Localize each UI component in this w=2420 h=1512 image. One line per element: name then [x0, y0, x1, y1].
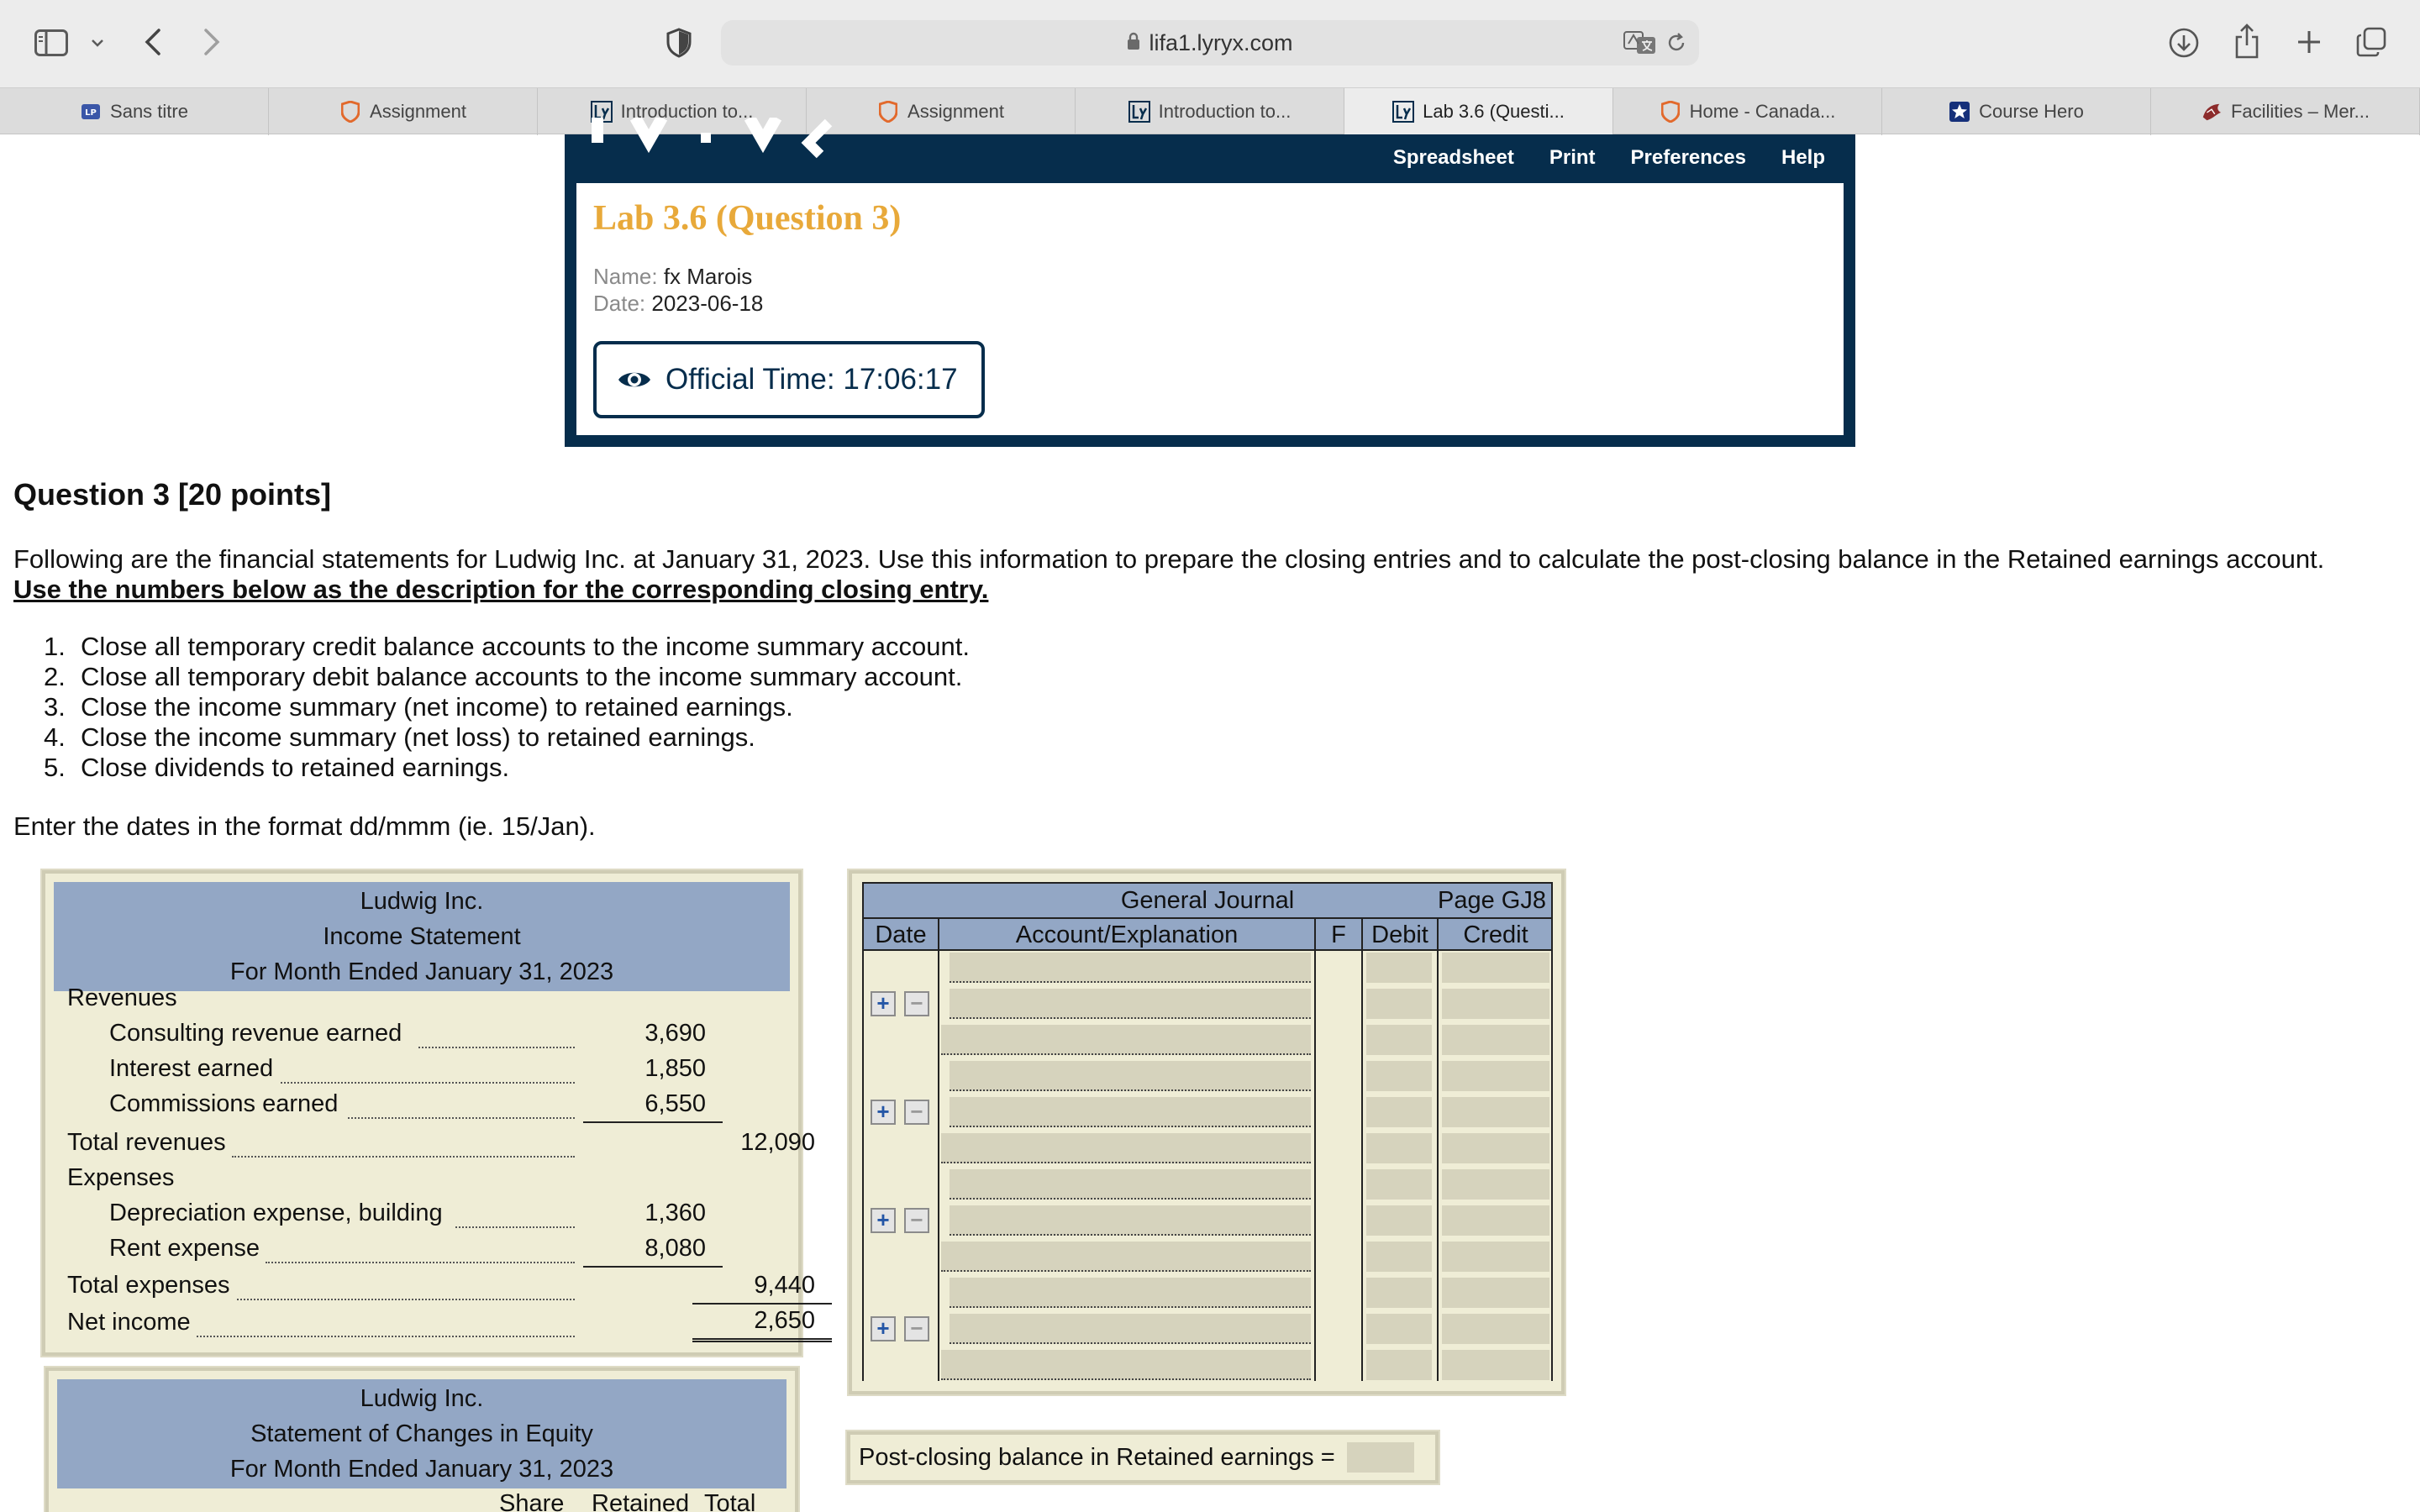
- total-expenses-label: Total expenses: [67, 1272, 230, 1299]
- total-revenues-label: Total revenues: [67, 1129, 226, 1156]
- remove-line-button[interactable]: −: [904, 1208, 929, 1233]
- new-tab-icon[interactable]: [2291, 24, 2328, 60]
- income-statement-header: Ludwig Inc. Income Statement For Month Ended January 31, 2023: [54, 882, 790, 991]
- translate-icon[interactable]: [1623, 30, 1657, 55]
- add-line-button[interactable]: +: [871, 1316, 896, 1341]
- official-time-box[interactable]: [593, 341, 985, 418]
- account-input[interactable]: [950, 1061, 1311, 1091]
- column-divider: [938, 951, 939, 1381]
- leader-dots: [197, 1336, 575, 1337]
- lock-icon: [1127, 30, 1140, 56]
- debit-input[interactable]: [1366, 953, 1432, 983]
- general-journal: [849, 870, 1565, 1394]
- share-icon[interactable]: [2230, 22, 2264, 60]
- tab-introduction-2[interactable]: Introduction to...: [1076, 88, 1344, 135]
- shield-icon: [1660, 101, 1681, 123]
- account-input[interactable]: [950, 1314, 1311, 1344]
- statement-of-changes-in-equity: [45, 1368, 798, 1512]
- list-item: 4. Close the income summary (net loss) to retained earnings.: [44, 722, 755, 752]
- credit-input[interactable]: [1442, 953, 1549, 983]
- lyryx-nav: [1393, 146, 1825, 170]
- col-total: Total: [704, 1490, 756, 1512]
- rent-value: 8,080: [644, 1235, 706, 1262]
- account-input[interactable]: [941, 1133, 1311, 1163]
- post-closing-label: Post-closing balance in Retained earnings =: [859, 1443, 1335, 1471]
- shield-icon: [339, 101, 361, 123]
- account-input[interactable]: [950, 1278, 1311, 1308]
- tab-assignment-2[interactable]: Assignment: [807, 88, 1076, 135]
- leader-dots: [237, 1299, 575, 1300]
- income-statement: [42, 870, 815, 1356]
- tab-strip: [0, 87, 2420, 134]
- post-closing-input[interactable]: [1347, 1442, 1414, 1473]
- credit-input[interactable]: [1442, 1169, 1549, 1200]
- add-line-button[interactable]: +: [871, 1100, 896, 1125]
- remove-line-button[interactable]: −: [904, 1100, 929, 1125]
- journal-page: Page GJ8: [1438, 887, 1546, 914]
- lab-info-card: [576, 183, 1844, 435]
- commissions-label: Commissions earned: [109, 1090, 339, 1117]
- date-format-note: Enter the dates in the format dd/mmm (ie. 15/Jan).: [13, 811, 596, 841]
- col-date: Date: [875, 921, 927, 948]
- tab-lab-3-6[interactable]: Lab 3.6 (Questi...: [1344, 88, 1613, 135]
- tab-sans-titre[interactable]: LP Sans titre: [0, 88, 269, 135]
- question-title: Question 3 [20 points]: [13, 477, 332, 512]
- consulting-value: 3,690: [644, 1020, 706, 1047]
- account-input[interactable]: [950, 1169, 1311, 1200]
- list-item: 1. Close all temporary credit balance accounts to the income summary account.: [44, 632, 970, 661]
- lyryx-header-panel: [565, 134, 1855, 447]
- tab-assignment-1[interactable]: Assignment: [269, 88, 538, 135]
- forward-icon[interactable]: [193, 24, 230, 60]
- journal-header: [862, 882, 1553, 951]
- net-income-value: 2,650: [754, 1307, 815, 1334]
- credit-input[interactable]: [1442, 1133, 1549, 1163]
- total-underline: [692, 1303, 832, 1305]
- nav-preferences[interactable]: Preferences: [1630, 146, 1746, 169]
- remove-line-button[interactable]: −: [904, 1316, 929, 1341]
- col-credit: Credit: [1437, 919, 1553, 953]
- rent-label: Rent expense: [109, 1235, 260, 1262]
- column-divider: [1314, 951, 1316, 1381]
- privacy-shield-icon[interactable]: [662, 25, 696, 60]
- debit-input[interactable]: [1366, 1242, 1432, 1272]
- lyryx-icon: [1392, 101, 1414, 123]
- tab-facilities[interactable]: Facilities – Mer...: [2151, 88, 2420, 135]
- credit-input[interactable]: [1442, 1205, 1549, 1236]
- post-closing-balance: [847, 1431, 1439, 1483]
- account-input[interactable]: [950, 1205, 1311, 1236]
- col-account: Account/Explanation: [938, 919, 1314, 953]
- debit-input[interactable]: [1366, 1205, 1432, 1236]
- journal-columns: [864, 917, 1551, 951]
- account-input[interactable]: [941, 1025, 1311, 1055]
- leader-dots: [348, 1117, 575, 1119]
- revenues-label: Revenues: [67, 984, 177, 1011]
- consulting-label: Consulting revenue earned: [109, 1020, 402, 1047]
- leader-dots: [266, 1262, 575, 1263]
- credit-input[interactable]: [1442, 1314, 1549, 1344]
- lab-date: Date: 2023-06-18: [593, 291, 764, 316]
- tab-course-hero[interactable]: Course Hero: [1882, 88, 2151, 135]
- reload-icon[interactable]: [1664, 30, 1689, 55]
- back-icon[interactable]: [134, 24, 171, 60]
- tab-home-canada[interactable]: Home - Canada...: [1613, 88, 1882, 135]
- credit-input[interactable]: [1442, 1242, 1549, 1272]
- nav-print[interactable]: Print: [1549, 146, 1596, 169]
- leader-dots: [232, 1156, 575, 1158]
- journal-body: [862, 951, 1553, 1381]
- debit-input[interactable]: [1366, 1025, 1432, 1055]
- total-expenses-value: 9,440: [754, 1272, 815, 1299]
- credit-input[interactable]: [1442, 1350, 1549, 1380]
- interest-label: Interest earned: [109, 1055, 274, 1082]
- debit-input[interactable]: [1366, 1350, 1432, 1380]
- question-instruction: Use the numbers below as the description for the corresponding closing entry.: [13, 575, 989, 604]
- tab-overview-icon[interactable]: [2353, 24, 2390, 60]
- nav-spreadsheet[interactable]: Spreadsheet: [1392, 146, 1514, 169]
- leader-dots: [418, 1047, 575, 1048]
- net-income-label: Net income: [67, 1309, 191, 1336]
- account-input[interactable]: [941, 1350, 1311, 1380]
- expenses-label: Expenses: [67, 1164, 175, 1191]
- col-f: F: [1314, 919, 1361, 953]
- credit-input[interactable]: [1442, 1025, 1549, 1055]
- star-icon: [1949, 101, 1970, 123]
- total-revenues-value: 12,090: [740, 1129, 815, 1156]
- debit-input[interactable]: [1366, 989, 1432, 1019]
- tab-introduction-1[interactable]: Introduction to...: [538, 88, 807, 135]
- url-text: lifa1.lyryx.com: [1149, 29, 1293, 55]
- lp-icon: [80, 101, 102, 123]
- account-input[interactable]: [950, 1097, 1311, 1127]
- download-icon[interactable]: [2166, 25, 2202, 60]
- browser-toolbar: [0, 0, 2420, 87]
- leader-dots: [281, 1082, 575, 1084]
- debit-input[interactable]: [1366, 1097, 1432, 1127]
- journal-title: General Journal: [1120, 887, 1295, 914]
- account-input[interactable]: [950, 953, 1311, 983]
- date-input[interactable]: [867, 1169, 934, 1200]
- account-input[interactable]: [941, 1242, 1311, 1272]
- col-debit: Debit: [1361, 919, 1437, 953]
- interest-value: 1,850: [644, 1055, 706, 1082]
- debit-input[interactable]: [1366, 1169, 1432, 1200]
- lyryx-logo: [576, 118, 929, 166]
- commissions-value: 6,550: [644, 1090, 706, 1117]
- depreciation-label: Depreciation expense, building: [109, 1200, 443, 1226]
- closing-entry-list: [44, 632, 970, 783]
- col-retained: Retained: [592, 1490, 690, 1512]
- sidebar-toggle-icon[interactable]: [34, 29, 69, 57]
- add-line-button[interactable]: +: [871, 991, 896, 1016]
- date-input[interactable]: [867, 1061, 934, 1091]
- remove-line-button[interactable]: −: [904, 991, 929, 1016]
- debit-input[interactable]: [1366, 1278, 1432, 1308]
- list-item: 5. Close dividends to retained earnings.: [44, 753, 510, 782]
- lyryx-icon: [1128, 101, 1150, 123]
- equity-statement-header: Ludwig Inc. Statement of Changes in Equity For Month Ended January 31, 2023: [57, 1379, 786, 1488]
- column-divider: [1361, 951, 1363, 1381]
- debit-input[interactable]: [1366, 1133, 1432, 1163]
- net-income-double-underline: [692, 1338, 832, 1342]
- nav-help[interactable]: Help: [1781, 146, 1825, 169]
- official-time-text: Official Time: 17:06:17: [666, 363, 958, 396]
- col-share: Share: [499, 1490, 565, 1512]
- date-input[interactable]: [867, 1278, 934, 1308]
- chevron-down-icon[interactable]: [87, 30, 108, 55]
- date-input[interactable]: [867, 953, 934, 983]
- leader-dots: [455, 1226, 575, 1228]
- column-divider: [1437, 951, 1439, 1381]
- credit-input[interactable]: [1442, 989, 1549, 1019]
- credit-input[interactable]: [1442, 1061, 1549, 1091]
- credit-input[interactable]: [1442, 1097, 1549, 1127]
- subtotal-underline: [583, 1266, 723, 1268]
- list-item: 3. Close the income summary (net income) to retained earnings.: [44, 692, 793, 722]
- account-input[interactable]: [950, 989, 1311, 1019]
- eye-icon: [617, 367, 652, 392]
- list-item: 2. Close all temporary debit balance accounts to the income summary account.: [44, 662, 963, 691]
- lab-title: Lab 3.6 (Question 3): [593, 199, 902, 238]
- question-intro: Following are the financial statements for Ludwig Inc. at January 31, 2023. Use this information to prepare the closing entries and to calculate the post-closing balance in the Retained earnings account.: [13, 544, 2325, 574]
- debit-input[interactable]: [1366, 1314, 1432, 1344]
- svg-text:LP: LP: [85, 108, 97, 118]
- subtotal-underline: [583, 1121, 723, 1123]
- address-bar[interactable]: [721, 20, 1699, 66]
- student-name: Name: fx Marois: [593, 264, 753, 289]
- debit-input[interactable]: [1366, 1061, 1432, 1091]
- facilities-icon: [2201, 101, 2223, 123]
- add-line-button[interactable]: +: [871, 1208, 896, 1233]
- credit-input[interactable]: [1442, 1278, 1549, 1308]
- depreciation-value: 1,360: [644, 1200, 706, 1226]
